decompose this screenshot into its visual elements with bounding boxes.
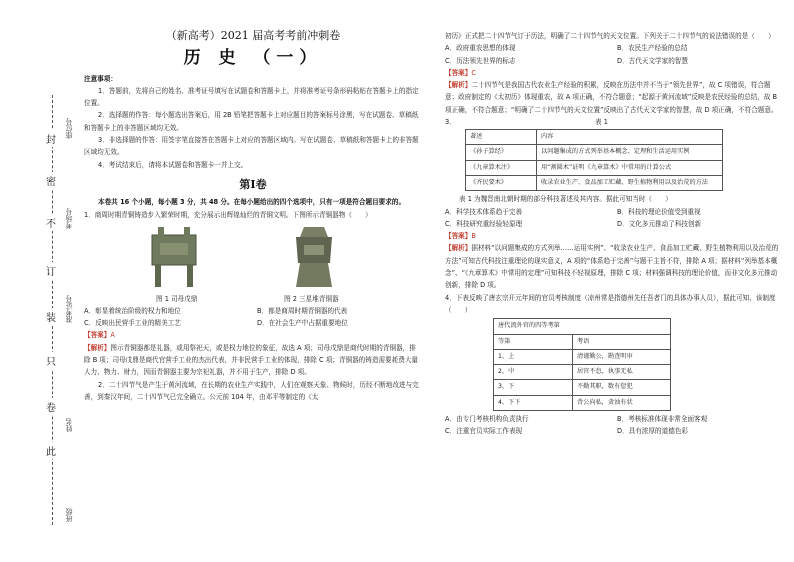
table-header: 考语 bbox=[573, 334, 671, 349]
q4-table-title: 唐代流外官的四等考第 bbox=[494, 319, 671, 334]
q3-analysis: 据材料“以问题集成的方式列举……运用实例”、“收录农业生产、食品加工贮藏、野生植物利用以及治荒的方法”可知古代科技注重理论的现实意义，A 项的“体系趋于完善”与题干主旨不符，排除 A 项；据材料“列举基本概念”、“《九章算术》中常用的定理”可知科技不轻视原理，排除 C 项；材料强调科技的理论价值，而非文化多元推动创新，排除 D 项。 bbox=[445, 244, 779, 290]
table-cell: 用“割圆术”证明《九章算术》中常用的计算公式 bbox=[537, 160, 723, 175]
figure2-caption: 图 2 三星堆青铜器 bbox=[284, 294, 339, 303]
q4-table bbox=[493, 318, 671, 411]
answer-label: 【答案】 bbox=[84, 331, 111, 340]
q2-options bbox=[445, 42, 781, 67]
figure1-caption: 图 1 司母戊鼎 bbox=[156, 294, 198, 303]
table-header: 等第 bbox=[494, 334, 573, 349]
table-cell: 收录农业生产、食品加工贮藏、野生植物利用以及治荒的方法 bbox=[537, 175, 723, 190]
table-cell: 不勤其职，数有愆犯 bbox=[573, 380, 671, 395]
analysis-label: 【解析】 bbox=[445, 81, 472, 90]
name-label: 姓名 bbox=[65, 418, 73, 432]
table-cell: 清谨勤公，勘查明审 bbox=[573, 349, 671, 364]
seal-char: 此 bbox=[46, 442, 56, 459]
seal-char: 装 bbox=[46, 308, 56, 325]
sanxingdui-vessel-image bbox=[286, 223, 342, 291]
section-intro: 本卷共 16 个小题，每小题 3 分，共 48 分。在每小题给出的四个选项中，只有一项是符合题目要求的。 bbox=[98, 198, 406, 207]
q2-stem-part1: 2．二十四节气是产生于黄河流域，在长期的农业生产实践中，人们在观察天象、物候时，历经不断地改进与完善，到秦汉年间，二十四节气已完全确立。公元前 104 年，由邓平等制定的《太 bbox=[84, 380, 419, 401]
q1-analysis: 图示青铜器都是礼器，或用祭祀天，或是权力地位的象征，故选 A 项；司母戊鼎是商代时期的青铜器，排除 B 项；司母戊鼎是商代官营手工业的杰出代表，并非民营手工业的体现，排除 C 项；青铜器的铸造需要耗费大量人力、物力、财力，因而青铜器主要为宗祀礼器，并不用于生产，排除 D 项。 bbox=[84, 343, 419, 377]
seal-char: 密 bbox=[46, 172, 56, 189]
q3-answer: B bbox=[471, 232, 476, 241]
analysis-label: 【解析】 bbox=[445, 244, 472, 253]
q4-option: C．注重官员实际工作表现 bbox=[445, 427, 523, 436]
class-label: 班级 bbox=[65, 508, 73, 522]
answer-label: 【答案】 bbox=[445, 68, 472, 77]
seal-char: 只 bbox=[46, 352, 56, 369]
q1-option: C．反映出民营手工业的精美工艺 bbox=[84, 319, 181, 328]
exam-room-label: 考场号 bbox=[65, 208, 73, 229]
simuwu-ding-image bbox=[146, 225, 202, 289]
table-row bbox=[466, 145, 723, 160]
table-row bbox=[494, 380, 671, 395]
right-column bbox=[445, 30, 781, 438]
table-cell: 3、下 bbox=[494, 380, 573, 395]
table-cell: 1、上 bbox=[494, 349, 573, 364]
seal-char: 不 bbox=[46, 214, 56, 231]
q2-option: B．农民生产经验的总结 bbox=[617, 44, 688, 53]
q2-option: A．政府重农思想的体现 bbox=[445, 44, 516, 53]
q3-table bbox=[465, 129, 723, 191]
table-cell: 居官不怠，执事无私 bbox=[573, 365, 671, 380]
q3-option: D．文化多元推动了科技创新 bbox=[617, 219, 702, 228]
table-row bbox=[494, 365, 671, 380]
q4-stem: 4．下表反映了唐玄宗开元年间的官员考核制度（凉州常是指德州先任吾者门的具体办事人员），据此可知，该制度（ ） bbox=[445, 293, 776, 314]
table-cell: 2、中 bbox=[494, 365, 573, 380]
table-row bbox=[494, 395, 671, 410]
seat-number-label: 座位号 bbox=[65, 118, 73, 139]
binding-sidebar bbox=[0, 0, 78, 562]
table-header: 著述 bbox=[466, 130, 537, 145]
note-item: 1．答题前，先将自己的姓名、准考证号填写在试题卷和答题卡上，并将准考证号条形码粘贴在答题卡上的指定位置。 bbox=[84, 86, 419, 108]
q3-option: B．科技的理论价值受到重视 bbox=[617, 207, 701, 216]
table-cell: 以问题集成的方式列举基本概念、定理和生活运用实例 bbox=[537, 145, 723, 160]
note-item: 4．考试结束后，请将本试题卷和答题卡一并上交。 bbox=[98, 160, 248, 169]
table-row bbox=[466, 175, 723, 190]
table-row bbox=[494, 349, 671, 364]
q1-options bbox=[84, 305, 422, 330]
q3-table-title: 表 1 bbox=[595, 118, 608, 127]
q2-option: C．历法领先世界的标志 bbox=[445, 56, 516, 65]
q3-number: 3． bbox=[445, 118, 456, 127]
q4-option: D．具有浓厚的道德色彩 bbox=[617, 427, 689, 436]
note-item: 3．非选择题的作答：用签字笔直接答在答题卡上对应的答题区域内。写在试题卷、草稿纸和答题卡上的非答题区域均无效。 bbox=[84, 136, 419, 157]
q3-stem: 表 1 为魏晋南北朝时期的部分科技著述及其内容。据此可知当时（ ） bbox=[459, 195, 672, 204]
table-cell: 背公向私，贪浊有状 bbox=[573, 395, 671, 410]
q4-options bbox=[445, 413, 781, 438]
exam-title: 历 史 （一） bbox=[183, 48, 323, 69]
q3-option: A．科学技术体系趋于完善 bbox=[445, 207, 523, 216]
analysis-label: 【解析】 bbox=[84, 343, 111, 352]
q2-analysis: 二十四节气是我国古代农业生产经验的积累，反映在历法中并不当于“领先世界”，故 C 项错误，符合题意；政府制定的《太初历》体现重农，故 A 项正确，不符合题意；“起源于黄河流域”反映是农民经验的总结，故 B 项正确，不符合题意；“明确了二十四节气的天文位置”反映出了古代天文学家的智慧，故 D 项正确，不符合题意。 bbox=[445, 81, 778, 114]
left-column bbox=[84, 30, 422, 403]
q4-option: B．考核标准体现非常全面客观 bbox=[617, 415, 708, 424]
seal-char: 卷 bbox=[46, 398, 56, 415]
q2-answer: C bbox=[471, 68, 476, 77]
q1-answer: A bbox=[110, 331, 115, 340]
table-cell: 《九章算术注》 bbox=[466, 160, 537, 175]
seal-char: 订 bbox=[46, 262, 56, 279]
table-cell: 《齐民要术》 bbox=[466, 175, 537, 190]
table-cell: 《孙子算经》 bbox=[466, 145, 537, 160]
seal-char: 封 bbox=[46, 130, 56, 147]
admission-number-label: 准考证号 bbox=[65, 295, 73, 323]
q1-option: A．彰显着统治阶级的权力和地位 bbox=[84, 306, 181, 315]
note-item: 2．选择题的作答：每小题选出答案后，用 2B 铅笔把答题卡上对应题目的答案标号涂黑，写在试题卷、草稿纸和答题卡上的非答题区域均无效。 bbox=[84, 111, 419, 132]
q3-options bbox=[445, 206, 781, 231]
table-header: 内容 bbox=[537, 130, 723, 145]
q1-stem: 1．商周时期青铜铸造步入繁荣时期，充分展示出辉煌灿烂的青铜文明。下图所示青铜器物（ ） bbox=[84, 210, 372, 219]
q1-figures bbox=[84, 221, 422, 305]
table-cell: 4、下下 bbox=[494, 395, 573, 410]
table-row bbox=[466, 160, 723, 175]
q3-heading-row bbox=[445, 116, 781, 128]
q3-option: C．科技研究重经验轻原理 bbox=[445, 219, 523, 228]
section-title: 第Ⅰ卷 bbox=[239, 177, 267, 191]
q1-option: D．在社会生产中占据重要地位 bbox=[257, 319, 348, 328]
q1-option: B．都是商周时期青铜器的代表 bbox=[257, 306, 348, 315]
exam-subtitle: （新高考）2021 届高考考前冲刺卷 bbox=[165, 29, 341, 42]
q2-stem-part2: 初历》正式把二十四节气订于历法，明确了二十四节气的天文位置。下列关于二十四节气的说法错误的是（ ） bbox=[445, 32, 775, 40]
q2-option: D．古代天文学家的智慧 bbox=[617, 56, 689, 65]
answer-label: 【答案】 bbox=[445, 232, 472, 241]
q4-option: A．由专门考核机构负责执行 bbox=[445, 415, 529, 424]
notes-heading: 注意事项： bbox=[84, 74, 117, 83]
